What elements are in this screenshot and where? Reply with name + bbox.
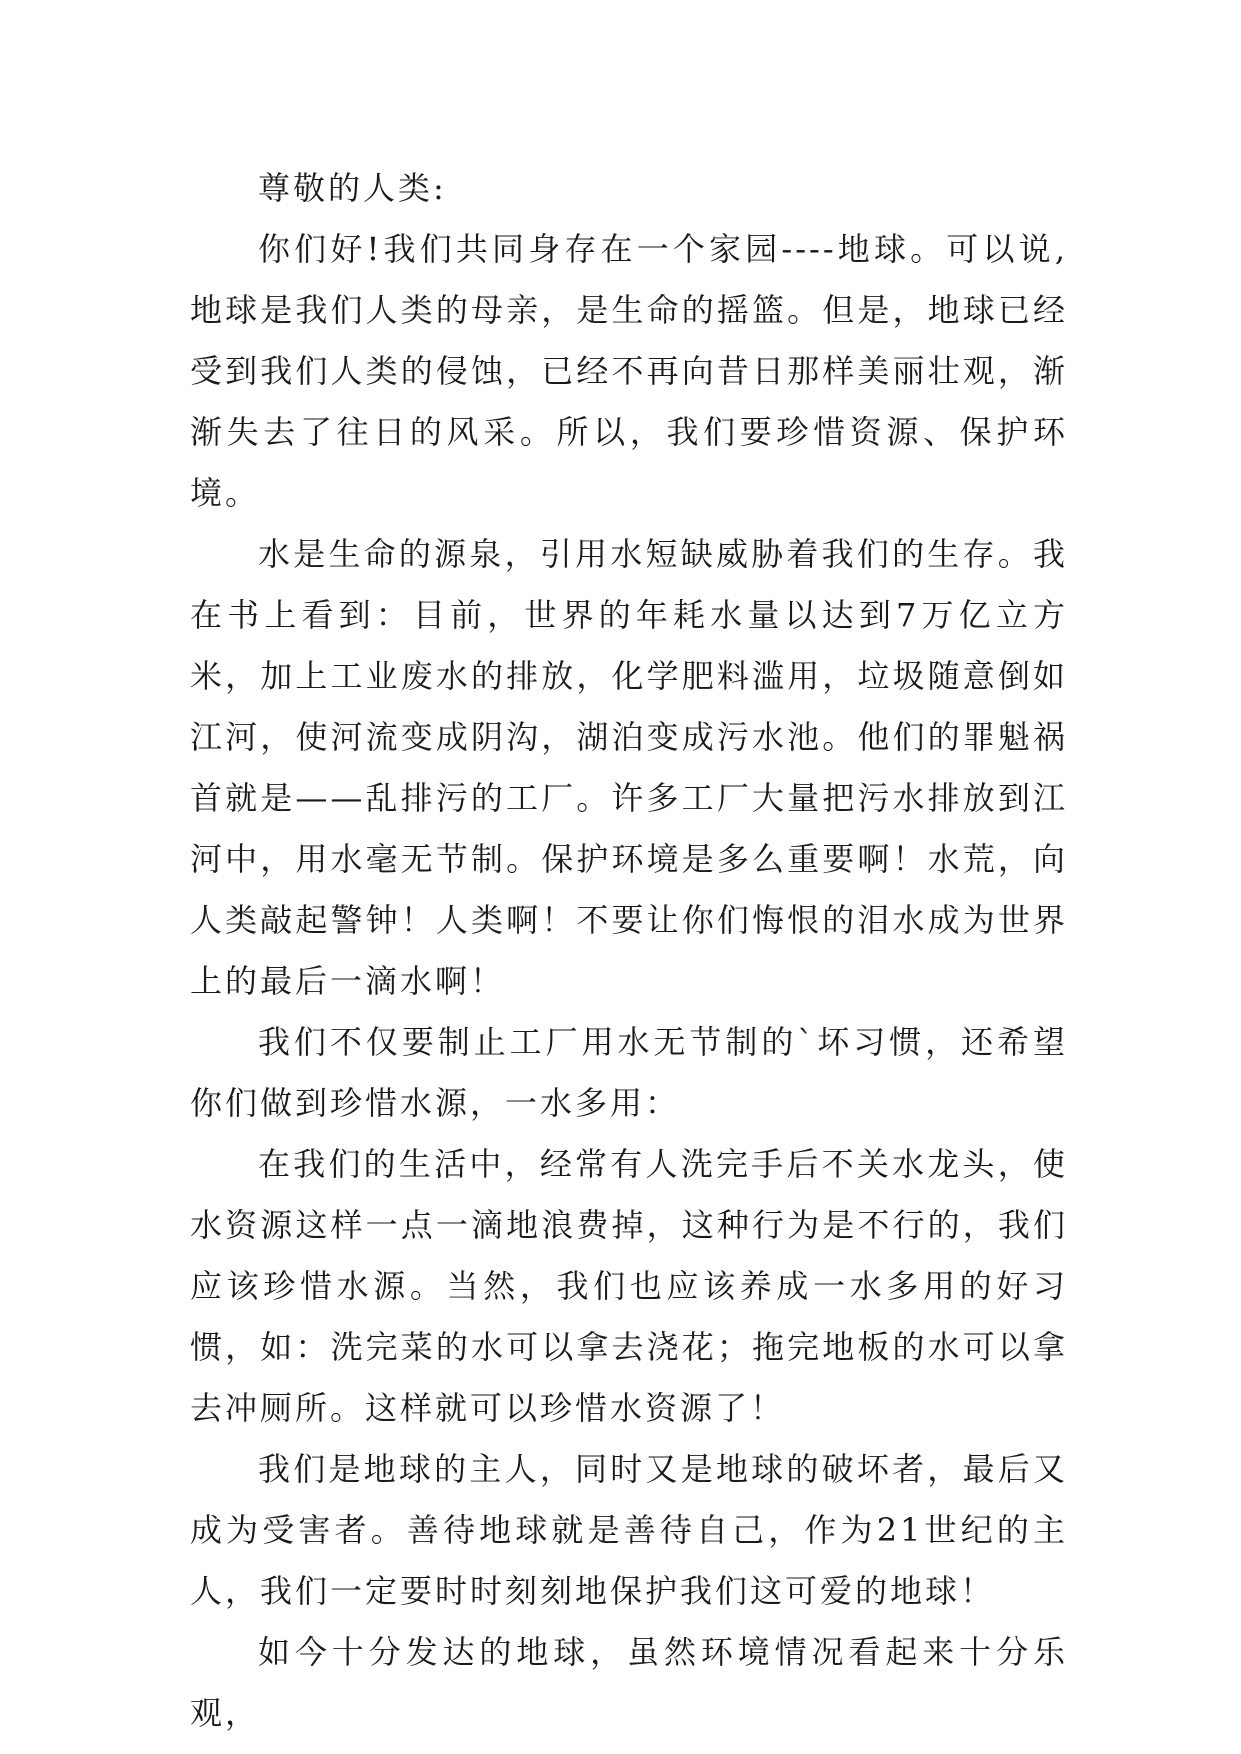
document-body xyxy=(190,158,1068,1744)
paragraph-greeting: 你们好!我们共同身存在一个家园----地球。可以说,地球是我们人类的母亲，是生命的摇篮。但是，地球已经受到我们人类的侵蚀，已经不再向昔日那样美丽壮观，渐渐失去了往日的风采。所以，我们要珍惜资源、保护环境。 xyxy=(190,230,1068,512)
paragraph-developed-earth: 如今十分发达的地球，虽然环境情况看起来十分乐观， xyxy=(190,1633,1068,1732)
paragraph-stop-waste: 我们不仅要制止工厂用水无节制的`坏习惯，还希望你们做到珍惜水源，一水多用： xyxy=(190,1023,1068,1122)
paragraph-water-source: 水是生命的源泉，引用水短缺威胁着我们的生存。我在书上看到：目前，世界的年耗水量以达到7万亿立方米，加上工业废水的排放，化学肥料滥用，垃圾随意倒如江河，使河流变成阴沟，湖泊变成污水池。他们的罪魁祸首就是——乱排污的工厂。许多工厂大量把污水排放到江河中，用水毫无节制。保护环境是多么重要啊！水荒，向人类敲起警钟！人类啊！不要让你们悔恨的泪水成为世界上的最后一滴水啊！ xyxy=(190,535,1068,1000)
paragraph-daily-life: 在我们的生活中，经常有人洗完手后不关水龙头，使水资源这样一点一滴地浪费掉，这种行为是不行的，我们应该珍惜水源。当然，我们也应该养成一水多用的好习惯，如：洗完菜的水可以拿去浇花；拖完地板的水可以拿去冲厕所。这样就可以珍惜水资源了！ xyxy=(190,1145,1068,1427)
salutation: 尊敬的人类: xyxy=(258,169,447,207)
paragraph-earth-masters: 我们是地球的主人，同时又是地球的破坏者，最后又成为受害者。善待地球就是善待自己，作为21世纪的主人，我们一定要时时刻刻地保护我们这可爱的地球！ xyxy=(190,1450,1068,1610)
